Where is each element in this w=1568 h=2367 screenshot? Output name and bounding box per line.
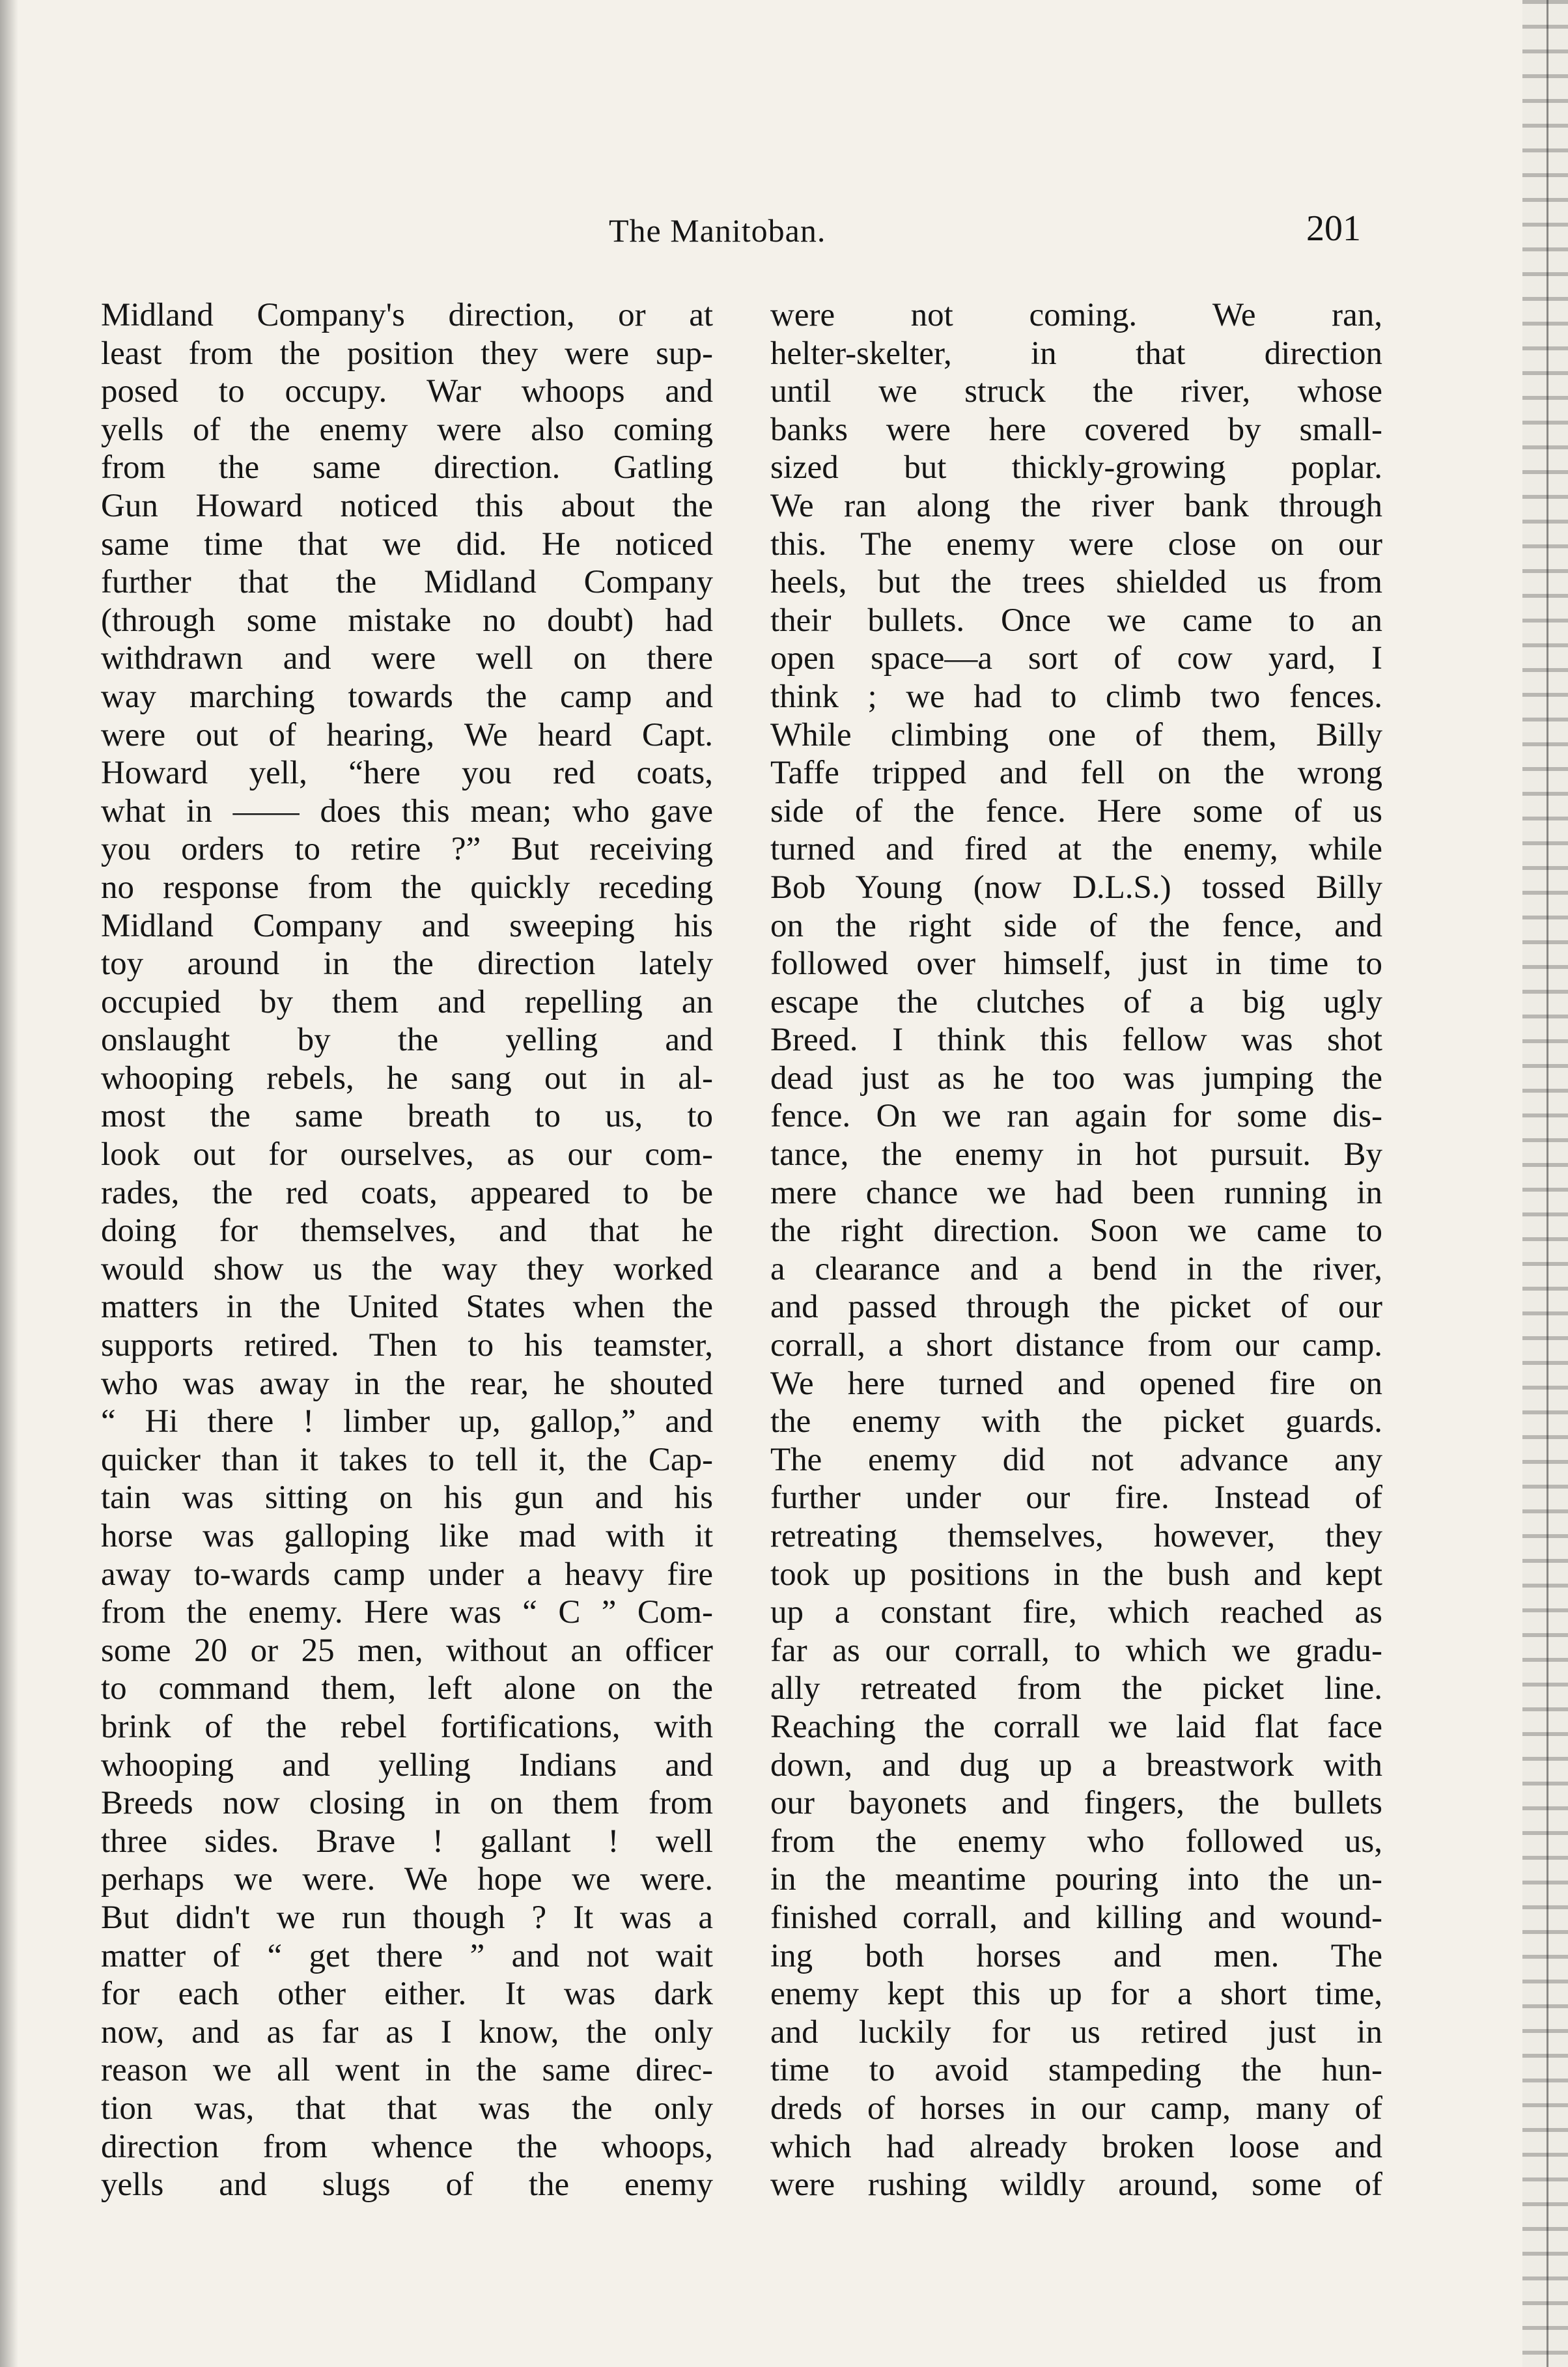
- text-line: yells of the enemy were also coming: [101, 411, 713, 448]
- text-line: far as our corrall, to which we gradu-: [770, 1632, 1382, 1669]
- text-line: matters in the United States when the: [101, 1289, 713, 1326]
- text-line: on the right side of the fence, and: [770, 907, 1382, 944]
- text-line: matter of “ get there ” and not wait: [101, 1937, 713, 1974]
- text-line: look out for ourselves, as our com-: [101, 1136, 713, 1173]
- text-line: the enemy with the picket guards.: [770, 1403, 1382, 1440]
- page-right-edge-line: [1547, 0, 1548, 2367]
- page-right-edge-binding: [1522, 0, 1568, 2367]
- text-line: to command them, left alone on the: [101, 1670, 713, 1707]
- text-line: tain was sitting on his gun and his: [101, 1479, 713, 1517]
- text-line: who was away in the rear, he shouted: [101, 1365, 713, 1402]
- text-line: withdrawn and were well on there: [101, 640, 713, 677]
- text-line: banks were here covered by small-: [770, 411, 1382, 448]
- text-line: reason we all went in the same direc-: [101, 2052, 713, 2089]
- text-line: further that the Midland Company: [101, 564, 713, 601]
- text-line: from the same direction. Gatling: [101, 449, 713, 486]
- text-line: from the enemy who followed us,: [770, 1823, 1382, 1860]
- text-line: finished corrall, and killing and wound-: [770, 1899, 1382, 1936]
- text-line: quicker than it takes to tell it, the Cap-: [101, 1441, 713, 1478]
- text-line: way marching towards the camp and: [101, 678, 713, 715]
- text-line: perhaps we were. We hope we were.: [101, 1861, 713, 1898]
- text-line: Gun Howard noticed this about the: [101, 487, 713, 524]
- text-line: their bullets. Once we came to an: [770, 602, 1382, 639]
- text-line: away to-wards camp under a heavy fire: [101, 1556, 713, 1593]
- text-line: were rushing wildly around, some of: [770, 2166, 1382, 2204]
- text-line: mere chance we had been running in: [770, 1174, 1382, 1211]
- text-line: turned and fired at the enemy, while: [770, 831, 1382, 868]
- text-line: rades, the red coats, appeared to be: [101, 1174, 713, 1211]
- text-line: “ Hi there ! limber up, gallop,” and: [101, 1403, 713, 1440]
- text-line: whooping and yelling Indians and: [101, 1746, 713, 1784]
- text-line: dreds of horses in our camp, many of: [770, 2090, 1382, 2127]
- text-line: Midland Company's direction, or at: [101, 297, 713, 333]
- text-line: posed to occupy. War whoops and: [101, 373, 713, 410]
- text-line: further under our fire. Instead of: [770, 1479, 1382, 1517]
- text-line: tance, the enemy in hot pursuit. By: [770, 1136, 1382, 1173]
- text-line: direction from whence the whoops,: [101, 2128, 713, 2165]
- text-line: doing for themselves, and that he: [101, 1212, 713, 1250]
- text-line: onslaught by the yelling and: [101, 1022, 713, 1059]
- text-line: fence. On we ran again for some dis-: [770, 1098, 1382, 1135]
- text-line: this. The enemy were close on our: [770, 525, 1382, 563]
- running-title: The Manitoban.: [609, 212, 826, 249]
- text-line: took up positions in the bush and kept: [770, 1556, 1382, 1593]
- text-line: for each other either. It was dark: [101, 1976, 713, 2013]
- text-line: least from the position they were sup-: [101, 335, 713, 372]
- page-number: 201: [1306, 208, 1361, 249]
- text-line: whooping rebels, he sang out in al-: [101, 1059, 713, 1097]
- text-line: time to avoid stampeding the hun-: [770, 2052, 1382, 2089]
- text-line: occupied by them and repelling an: [101, 983, 713, 1020]
- text-line: ally retreated from the picket line.: [770, 1670, 1382, 1707]
- page-left-edge-shadow: [0, 0, 18, 2367]
- text-line: But didn't we run though ? It was a: [101, 1899, 713, 1936]
- text-line: corrall, a short distance from our camp.: [770, 1327, 1382, 1364]
- text-line: supports retired. Then to his teamster,: [101, 1327, 713, 1364]
- text-line: were out of hearing, We heard Capt.: [101, 716, 713, 753]
- text-line: our bayonets and fingers, the bullets: [770, 1785, 1382, 1822]
- text-line: dead just as he too was jumping the: [770, 1059, 1382, 1097]
- text-line: We ran along the river bank through: [770, 487, 1382, 524]
- text-line: heels, but the trees shielded us from: [770, 564, 1382, 601]
- text-line: think ; we had to climb two fences.: [770, 678, 1382, 715]
- text-line: from the enemy. Here was “ C ” Com-: [101, 1594, 713, 1631]
- text-line: and passed through the picket of our: [770, 1289, 1382, 1326]
- text-line: Breed. I think this fellow was shot: [770, 1022, 1382, 1059]
- right-column: [770, 296, 1382, 2204]
- page-header: [117, 208, 1393, 264]
- text-line: side of the fence. Here some of us: [770, 792, 1382, 830]
- text-line: tion was, that that was the only: [101, 2090, 713, 2127]
- text-line: toy around in the direction lately: [101, 945, 713, 983]
- text-line: ing both horses and men. The: [770, 1937, 1382, 1974]
- text-line: three sides. Brave ! gallant ! well: [101, 1823, 713, 1860]
- text-line: now, and as far as I know, the only: [101, 2013, 713, 2051]
- text-line: The enemy did not advance any: [770, 1441, 1382, 1478]
- text-line: would show us the way they worked: [101, 1250, 713, 1287]
- text-line: Midland Company and sweeping his: [101, 907, 713, 944]
- text-line: down, and dug up a breastwork with: [770, 1746, 1382, 1784]
- text-line: Bob Young (now D.L.S.) tossed Billy: [770, 869, 1382, 906]
- text-line: and luckily for us retired just in: [770, 2013, 1382, 2051]
- text-line: While climbing one of them, Billy: [770, 716, 1382, 753]
- text-line: a clearance and a bend in the river,: [770, 1250, 1382, 1287]
- text-line: you orders to retire ?” But receiving: [101, 831, 713, 868]
- text-line: same time that we did. He noticed: [101, 525, 713, 563]
- text-line: what in —— does this mean; who gave: [101, 792, 713, 830]
- text-line: Taffe tripped and fell on the wrong: [770, 755, 1382, 792]
- text-line: enemy kept this up for a short time,: [770, 1976, 1382, 2013]
- text-line: until we struck the river, whose: [770, 373, 1382, 410]
- text-line: some 20 or 25 men, without an officer: [101, 1632, 713, 1669]
- text-line: followed over himself, just in time to: [770, 945, 1382, 983]
- text-line: were not coming. We ran,: [770, 297, 1382, 333]
- text-line: Breeds now closing in on them from: [101, 1785, 713, 1822]
- text-line: in the meantime pouring into the un-: [770, 1861, 1382, 1898]
- text-line: (through some mistake no doubt) had: [101, 602, 713, 639]
- text-line: sized but thickly-growing poplar.: [770, 449, 1382, 486]
- text-line: horse was galloping like mad with it: [101, 1518, 713, 1554]
- text-line: which had already broken loose and: [770, 2128, 1382, 2165]
- text-line: brink of the rebel fortifications, with: [101, 1708, 713, 1745]
- text-line: Reaching the corrall we laid flat face: [770, 1708, 1382, 1745]
- text-line: yells and slugs of the enemy: [101, 2166, 713, 2204]
- text-line: up a constant fire, which reached as: [770, 1594, 1382, 1631]
- text-line: escape the clutches of a big ugly: [770, 983, 1382, 1020]
- text-line: open space—a sort of cow yard, I: [770, 640, 1382, 677]
- text-line: the right direction. Soon we came to: [770, 1212, 1382, 1250]
- text-line: helter-skelter, in that direction: [770, 335, 1382, 372]
- text-line: no response from the quickly receding: [101, 869, 713, 906]
- text-line: most the same breath to us, to: [101, 1098, 713, 1135]
- left-column: [101, 296, 713, 2204]
- text-line: retreating themselves, however, they: [770, 1518, 1382, 1554]
- text-line: Howard yell, “here you red coats,: [101, 755, 713, 792]
- text-line: We here turned and opened fire on: [770, 1365, 1382, 1402]
